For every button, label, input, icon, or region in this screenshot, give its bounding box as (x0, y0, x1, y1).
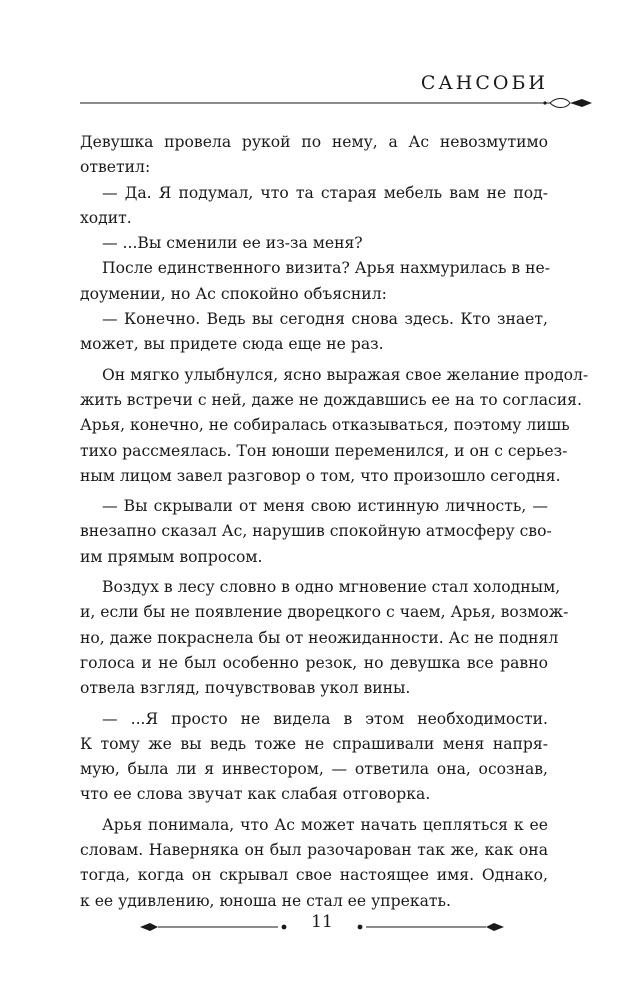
text-line: Он мягко улыбнулся, ясно выражая свое желание продол- (102, 365, 589, 384)
paragraph (80, 256, 551, 307)
text-line: После единственного визита? Арья нахмурилась в не- (102, 259, 551, 278)
text-line: Девушка провела рукой по нему, а Ас невозмутимо (80, 133, 548, 151)
text-line: — ...Я просто не видела в этом необходимости. (102, 709, 548, 728)
text-line: к ее удивлению, юноша не стал ее упрекать. (80, 891, 451, 910)
text-line: может, вы придете сюда еще не раз. (80, 335, 384, 354)
paragraph (80, 707, 548, 808)
text-line: внезапно сказал Ас, нарушив спокойную атмосферу сво- (80, 522, 552, 541)
text-line: — Да. Я подумал, что та старая мебель вам не под- (102, 183, 548, 202)
text-line: доумении, но Ас спокойно объяснил: (80, 284, 387, 303)
text-line: Арья, конечно, не собиралась отказываться, поэтому лишь (80, 416, 570, 435)
text-line: Воздух в лесу словно в одно мгновение стал холодным, (102, 578, 561, 597)
body-text (80, 130, 589, 914)
text-line: но, даже покраснела бы от неожиданности. Ас не поднял (80, 628, 559, 647)
text-line: — ...Вы сменили ее из-за меня? (102, 234, 363, 253)
text-line: словам. Наверняка он был разочарован так же, как она (80, 841, 548, 860)
paragraph (80, 181, 548, 232)
text-line: и, если бы не появление дворецкого с чаем, Арья, возмож- (80, 603, 569, 622)
text-line: ответил: (80, 158, 151, 177)
paragraph (80, 813, 548, 914)
paragraph (80, 363, 589, 489)
page-number: 11 (311, 912, 333, 932)
text-line: что ее слова звучат как слабая отговорка. (80, 785, 431, 804)
paragraph (80, 575, 569, 701)
text-line: — Вы скрывали от меня свою истинную личность, — (102, 497, 548, 516)
paragraph (80, 307, 548, 358)
text-line: тогда, когда он скрывал свое настоящее имя. Однако, (80, 866, 548, 885)
paragraph (80, 494, 552, 570)
text-line: — Конечно. Ведь вы сегодня снова здесь. Кто знает, (102, 310, 548, 329)
text-line: Арья понимала, что Ас может начать цепляться к ее (102, 815, 548, 834)
paragraph (80, 231, 548, 256)
text-line: ным лицом завел разговор о том, что произошло сегодня. (80, 466, 561, 485)
text-line: мую, была ли я инвестором, — ответила она, осознав, (80, 760, 548, 779)
text-line: тихо рассмеялась. Тон юноши переменился, и он с серьез- (80, 441, 568, 460)
running-head: САНСОБИ (420, 72, 548, 94)
text-line: жить встречи с ней, даже не дождавшись ее на то согласия. (80, 390, 582, 409)
text-line: им прямым вопросом. (80, 547, 263, 566)
header-ornament-rule (80, 96, 592, 110)
text-line: К тому же вы ведь тоже не спрашивали меня напря- (80, 734, 548, 753)
text-line: отвела взгляд, почувствовав укол вины. (80, 679, 411, 698)
paragraph (80, 130, 548, 181)
text-line: ходит. (80, 208, 132, 227)
text-line: голоса и не был особенно резок, но девушка все равно (80, 653, 548, 672)
